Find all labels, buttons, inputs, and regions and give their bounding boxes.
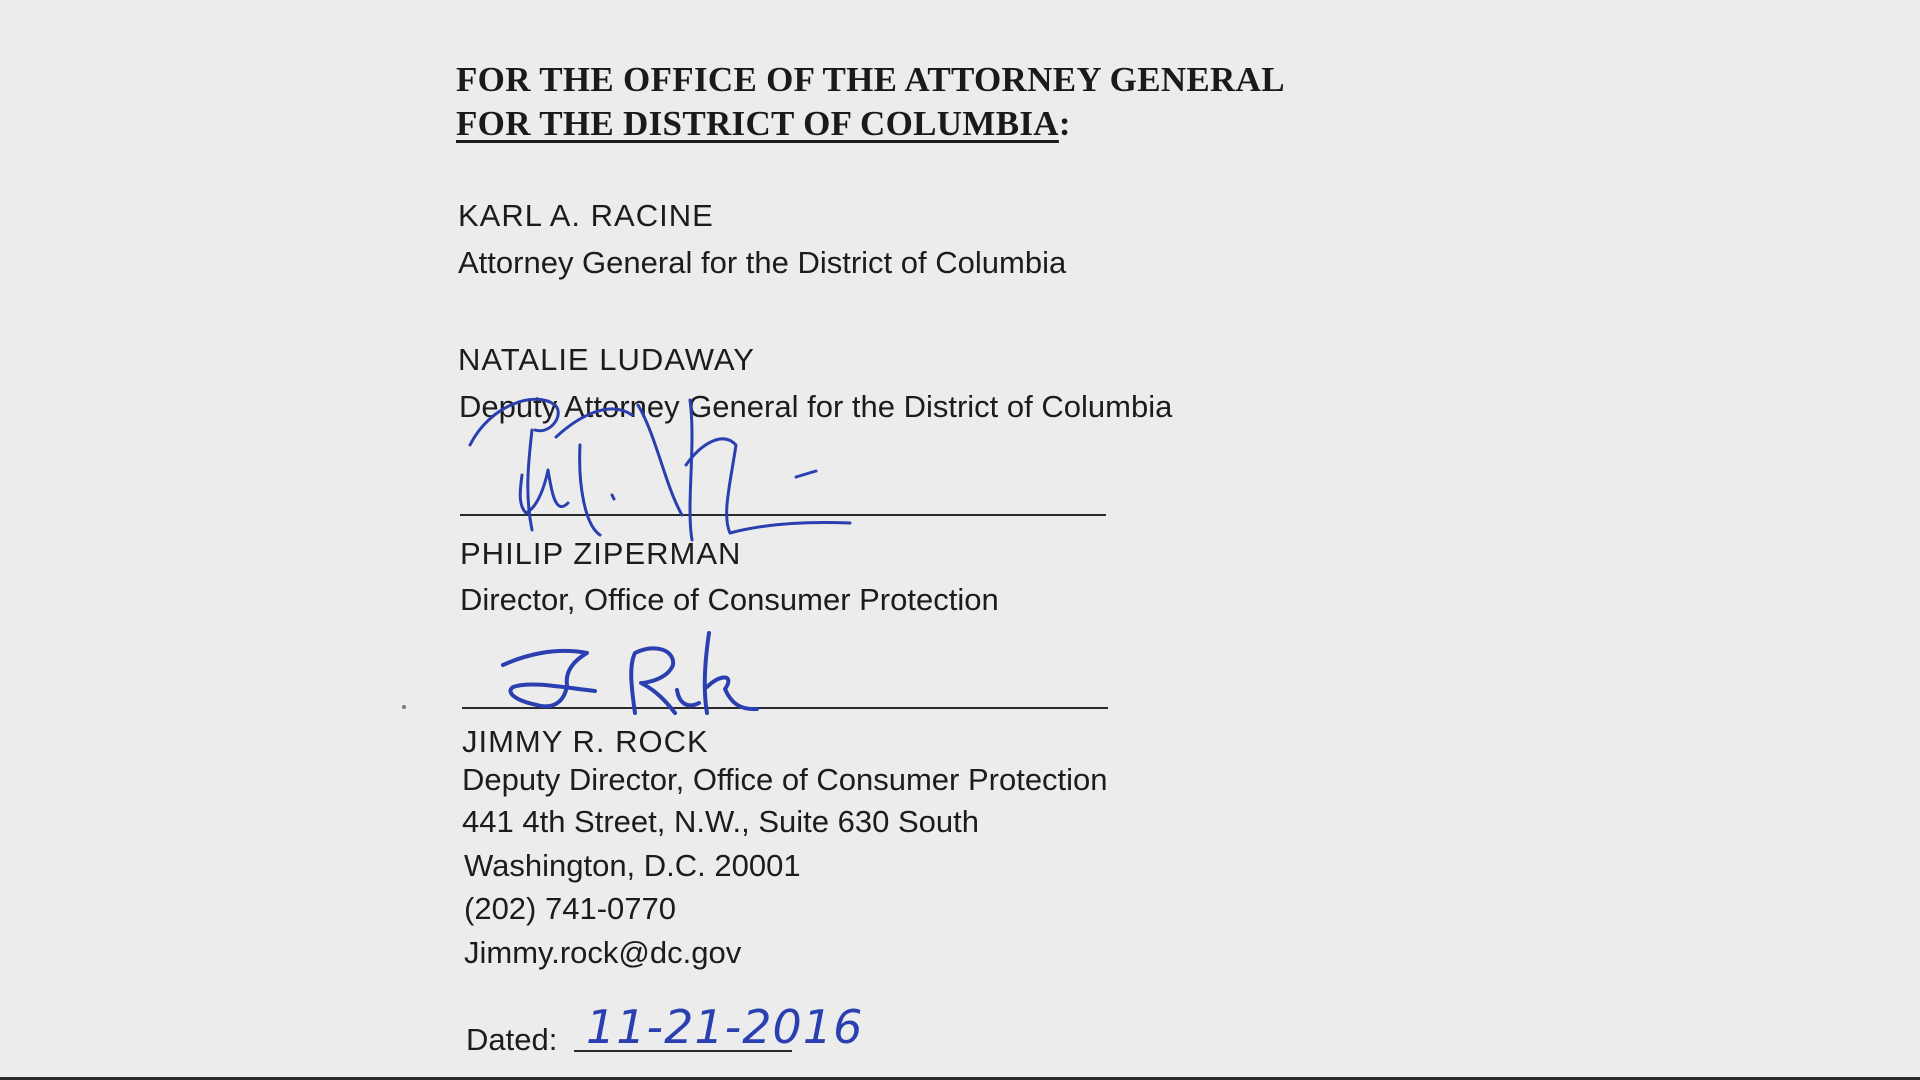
- address-line1: 441 4th Street, N.W., Suite 630 South: [462, 804, 979, 839]
- address-line2: Washington, D.C. 20001: [464, 848, 801, 883]
- email-address: Jimmy.rock@dc.gov: [464, 935, 742, 970]
- signatory-name: JIMMY R. ROCK: [462, 724, 709, 759]
- signatory-title: Deputy Attorney General for the District of Columbia: [459, 389, 1173, 424]
- heading-district-text: FOR THE DISTRICT OF COLUMBIA: [456, 104, 1059, 143]
- phone-number: (202) 741-0770: [464, 891, 676, 926]
- heading-colon: :: [1058, 104, 1071, 143]
- scan-speck: [402, 705, 406, 709]
- date-line: [574, 1050, 792, 1052]
- heading-district: [456, 106, 1071, 141]
- signatory-title: Deputy Director, Office of Consumer Protection: [462, 762, 1108, 797]
- dated-label: Dated:: [466, 1022, 558, 1057]
- signature-ziperman: [460, 375, 860, 550]
- signatory-title: Director, Office of Consumer Protection: [460, 582, 999, 617]
- signature-rock: [495, 625, 795, 720]
- signatory-name: NATALIE LUDAWAY: [458, 342, 755, 377]
- heading-office: FOR THE OFFICE OF THE ATTORNEY GENERAL: [456, 60, 1285, 99]
- signatory-name: PHILIP ZIPERMAN: [460, 536, 742, 571]
- signatory-title: Attorney General for the District of Columbia: [458, 245, 1067, 280]
- signatory-name: KARL A. RACINE: [458, 198, 714, 233]
- dated-value: 11-21-2016: [586, 1000, 864, 1054]
